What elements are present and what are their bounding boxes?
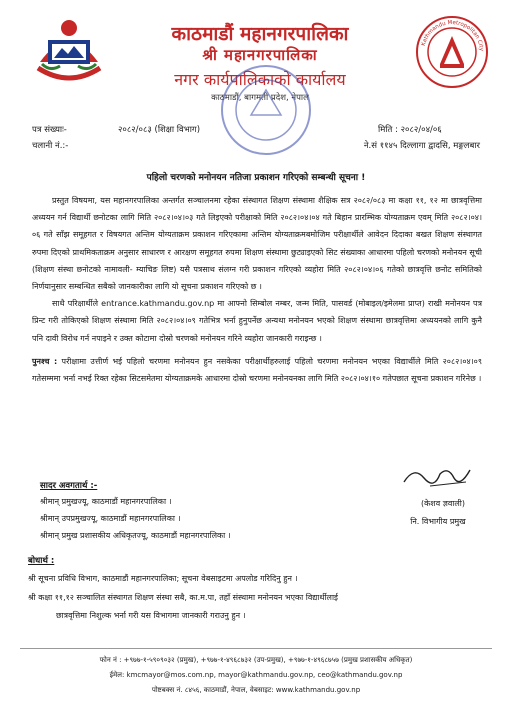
- punashcha-label: पुनश्च :: [32, 356, 58, 366]
- bodharth-line-2: श्री कक्षा ११,१२ सञ्चालित संस्थागत शिक्षण संस्था सबै, का.म.पा, तहाँ संस्थामा मनोनयन भएका विद्यार्थीलाई: [28, 593, 338, 602]
- chalani-label: चलानी नं.:-: [32, 141, 69, 151]
- patra-label: पत्र संख्याः-: [32, 125, 67, 135]
- signature: [400, 462, 480, 492]
- notice-body: [32, 192, 482, 387]
- office-address: काठमाडौं, बागमती प्रदेश, नेपाल: [211, 93, 309, 103]
- bodharth-heading: बोधार्थ :: [28, 556, 55, 566]
- body-paragraph-1: प्रस्तुत विषयमा, यस महानगरपालिका अन्तर्गत सञ्चालनमा रहेका संस्थागत शिक्षण संस्थामा शैक्षिक सत्र २०८२/०८३ मा कक्षा ११, १२ मा छात्रवृत्तिमा अध्ययन गर्न विद्यार्थी छनोटका लागि मिति २०८२।०४।०३ गते लिइएको परीक्षाको मिति २०८२।०४।०४ गते बिहान प्रारम्भिक योग्यताक्रम एवम् मिति २०८२।०४।०६ गते साँझ समूहगत र विषयगत अन्तिम योग्यताक्रम प्रकाशन गरिएकामा अन्तिम योग्यताक्रमबमोजिम परीक्षार्थीले आवेदन दिदाका बखत शिक्षण संस्थागत रुपमा दिएको प्राथमिकताक्रम अनुसार साधारण र आरक्षण समूहगत रुपमा शिक्षण संस्थामा छुट्याइएको सिट संख्याका आधारमा पहिलो चरणको मनोनयन सूची (शिक्षण संस्था छनोटको नामावली- म्याचिङ लिष्ट) यसै पत्रसाथ संलग्न गरी प्रकाशन गरिएको व्यहोरा मिति २०८२।०४।०६ गतेको छात्रवृत्ति छनोट समितिको निर्णयानुसार सम्बन्धित सबैको जानकारीका लागि यो सूचना प्रकाशन गरिएको छ ।: [32, 196, 482, 292]
- signatory-title: नि. विभागीय प्रमुख: [410, 517, 466, 526]
- punashcha-text: परीक्षामा उत्तीर्ण भई पहिलो चरणमा मनोनयन हुन नसकेका परीक्षार्थीहरुलाई पहिलो चरणमा मनोनयन भएका विद्यार्थीले मिति २०८२।०४।०९ गतेसम्ममा भर्ना नभई रिक्त रहेका सिटसमेतमा योग्यताक्रमके आधारमा दोस्रो चरणमा मनोनयनका लागि मिति २०८२।०४।१० गतेपछात सूचना प्रकाशन गरिनेछ ।: [32, 356, 482, 384]
- sadar-line-3: श्रीमान् प्रमुख प्रशासकीय अधिकृतज्यू, काठमाडौं महानगरपालिका ।: [40, 531, 231, 540]
- nepal-sambat: ने.सं ११४५ दिल्लागा द्वादसि, मङ्गलबार: [363, 141, 480, 151]
- body-paragraph-2: साथै परिक्षार्थीले entrance.kathmandu.gov.np मा आफ्नो सिम्बोल नम्बर, जन्म मिति, पासवर्ड (मोबाइल/इमेलमा प्राप्त) राखी मनोनयन पत्र प्रिन्ट गरी तोकिएको शिक्षण संस्थामा मिति २०८२।०४।०९ गतेभित्र भर्ना हुनुपर्नेछ अन्यथा मनोनयन भएको शिक्षण संस्थामा छात्रवृत्तिमा अध्ययनको लागि कुनै पनि दावी विरोध गर्न नपाइने र उक्त कोटामा दोस्रो चरणको मनोनयन गरिने व्यहोरा जानकारी गराइन्छ ।: [32, 299, 482, 343]
- notice-subject: पहिलो चरणको मनोनयन नतिजा प्रकाशन गरिएको सम्बन्धी सूचना !: [146, 173, 366, 183]
- body-paragraph-3: [32, 353, 482, 387]
- footer-email: ईमेल: kmcmayor@mos.com.np, mayor@kathmandu.gov.np, ceo@kathmandu.gov.np: [109, 671, 403, 679]
- bodharth-line-1: श्री सूचना प्रविधि विभाग, काठमाडौं महानगरपालिका; सूचना वेबसाइटमा अपलोड गरिदिनु हुन ।: [28, 574, 298, 583]
- bodharth-line-3: छात्रवृत्तिमा निशुल्क भर्ना गरी यस विभागमा जानकारी गराउनु हुन ।: [56, 611, 246, 620]
- miti-label: मिति : २०८२/०४/०६: [378, 125, 442, 135]
- patra-value: २०८२/०८३ (शिक्षा विभाग): [118, 125, 201, 135]
- office-name: नगर कार्यपालिकाको कार्यालय: [174, 70, 346, 89]
- footer-po-website: पोष्टबक्स नं. ८४५६, काठमाडौं, नेपाल, वेबसाइट: www.kathmandu.gov.np: [151, 686, 361, 694]
- office-title: काठमाडौं महानगरपालिका: [171, 23, 349, 45]
- kmc-emblem-right-logo: [414, 14, 490, 90]
- sadar-line-1: श्रीमान् प्रमुखज्यू, काठमाडौं महानगरपालिका ।: [40, 497, 172, 506]
- kmc-emblem-left-logo: [30, 12, 108, 90]
- right-logo-text: Kathmandu Metropolitan City: [420, 19, 485, 52]
- signatory-name: (केशव ज्ञवाली): [421, 499, 465, 508]
- footer-phone: फोन नं : +९७७-१-५९०९०३२ (प्रमुख), +९७७-१-४९६८७३२ (उप-प्रमुख), +९७७-१-४९६८७५७ (प्रमुख प्रशासकीय अधिकृत): [99, 656, 413, 664]
- office-subtitle: श्री महानगरपालिका: [202, 46, 318, 64]
- footer-rule: [20, 648, 492, 649]
- sadar-heading: सादर अवगतार्थ :-: [40, 481, 98, 491]
- sadar-line-2: श्रीमान् उपप्रमुखज्यू, काठमाडौं महानगरपालिका ।: [40, 514, 181, 523]
